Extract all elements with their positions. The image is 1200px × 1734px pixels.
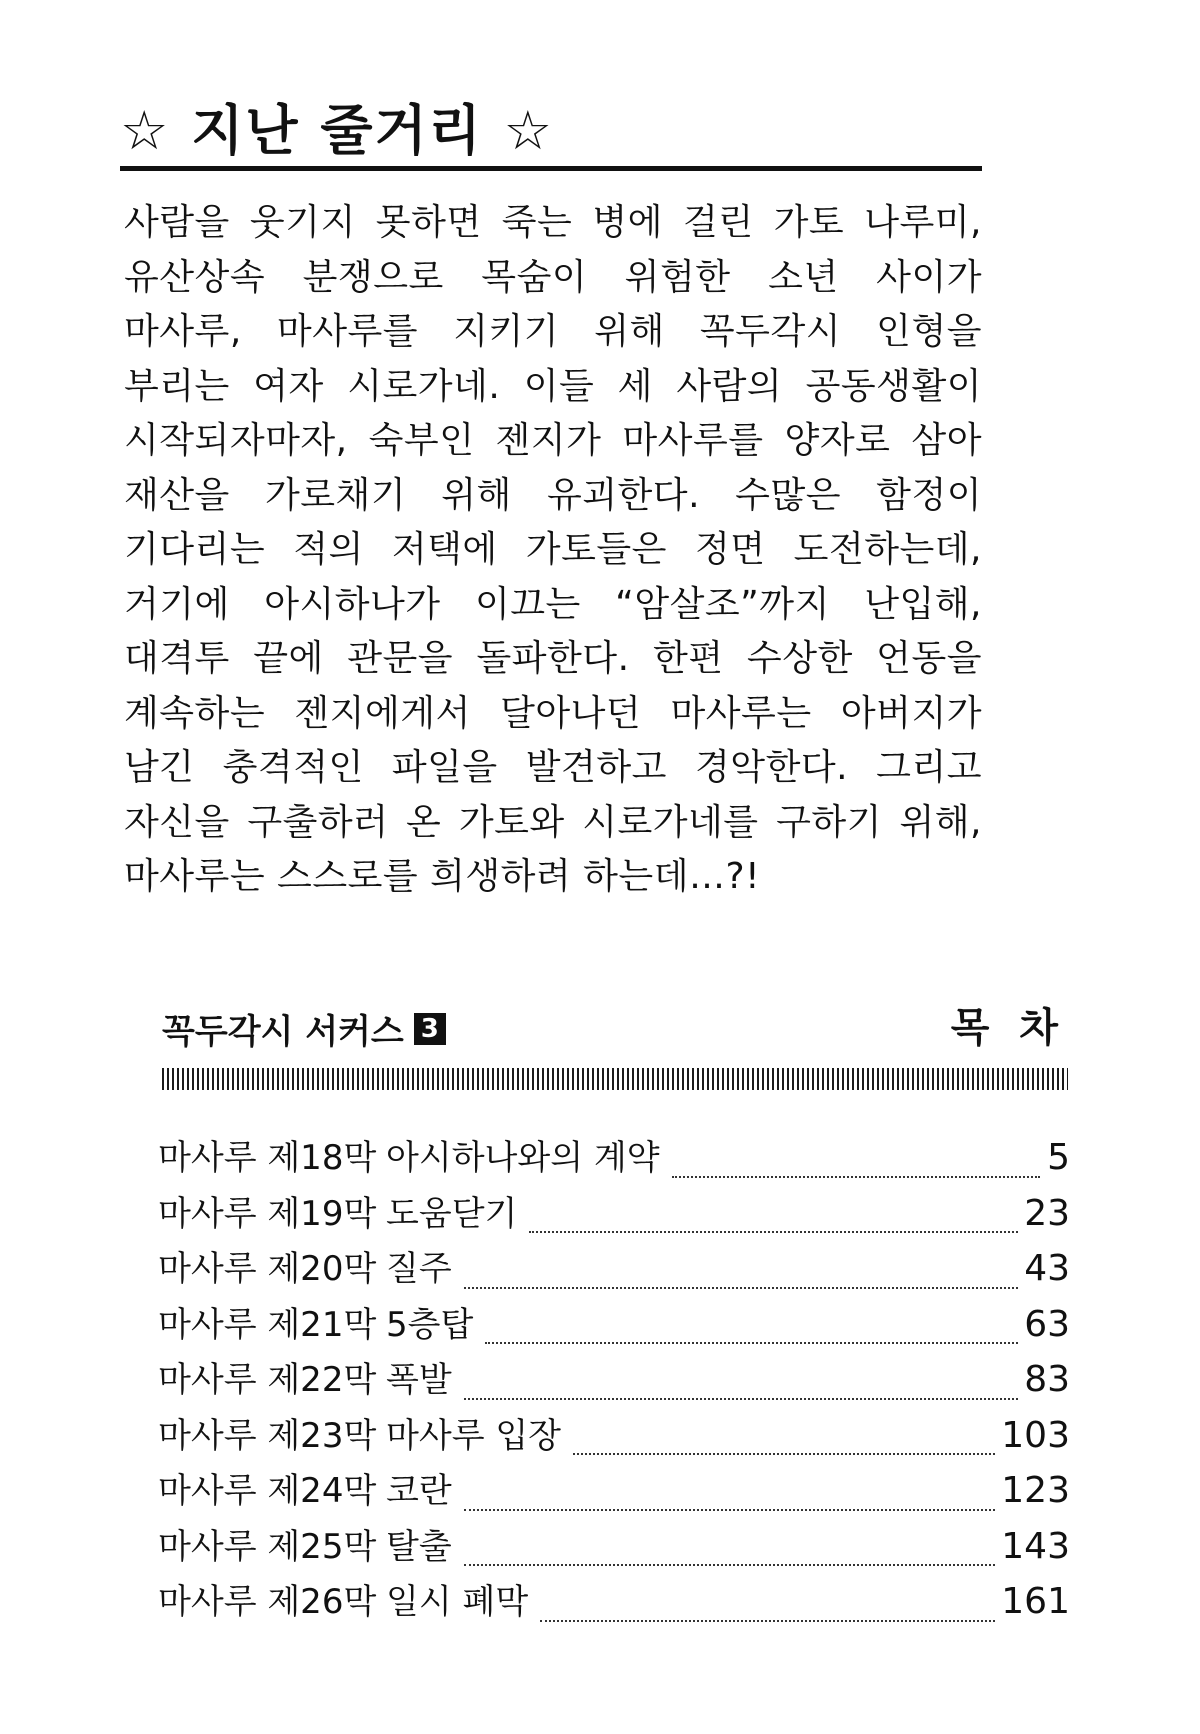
toc-entry[interactable] <box>158 1130 1070 1186</box>
toc-entry[interactable] <box>158 1352 1070 1408</box>
toc-leader-dots <box>464 1563 996 1566</box>
toc-entry-page: 83 <box>1024 1359 1070 1400</box>
toc-heading: 목 차 <box>950 1005 1066 1051</box>
toc-series-title <box>162 1004 446 1053</box>
toc-entry[interactable] <box>158 1297 1070 1353</box>
series-name: 꼭두각시 서커스 <box>162 1012 404 1052</box>
toc-entry-title: 코란 <box>386 1471 452 1511</box>
toc-entry[interactable] <box>158 1463 1070 1519</box>
toc-entry-act: 마사루 제24막 <box>158 1471 377 1511</box>
toc-entry-act: 마사루 제26막 <box>158 1582 377 1622</box>
toc-entry-page: 143 <box>1001 1525 1070 1567</box>
toc-leader-dots <box>573 1452 995 1455</box>
toc-leader-dots <box>485 1341 1018 1344</box>
toc-entry-title: 질주 <box>386 1249 452 1289</box>
toc-entry[interactable] <box>158 1574 1070 1630</box>
toc-ruler-divider <box>162 1068 1068 1090</box>
toc-entry-title: 아시하나와의 계약 <box>386 1138 660 1178</box>
toc-entry-act: 마사루 제25막 <box>158 1526 377 1567</box>
toc-entry-act: 마사루 제22막 <box>158 1360 377 1400</box>
toc-entry[interactable] <box>158 1241 1070 1297</box>
toc-entry-act: 마사루 제21막 <box>158 1304 377 1345</box>
toc-entry-act: 마사루 제20막 <box>158 1249 377 1289</box>
recap-body: 사람을 웃기지 못하면 죽는 병에 걸린 가토 나루미, 유산상속 분쟁으로 목숨이 위험한 소년 사이가 마사루, 마사루를 지키기 위해 꼭두각시 인형을 부리는 여자 시로가네. 이들 세 사람의 공동생활이 시작되자마자, 숙부인 젠지가 마사루를 양자로 삼아 재산을 가로채기 위해 유괴한다. 수많은 함정이 기다리는 적의 저택에 가토들은 정면 도전하는데, 거기에 아시하나가 이끄는 “암살조”까지 난입해, 대격투 끝에 관문을 돌파한다. 한편 수상한 언동을 계속하는 젠지에게서 달아나던 마사루는 아버지가 남긴 충격적인 파일을 발견하고 경악한다. 그리고 자신을 구출하러 온 가토와 시로가네를 구하기 위해, 마사루는 스스로를 희생하려 하는데…?! <box>124 202 982 897</box>
volume-badge: 3 <box>414 1013 446 1045</box>
toc-entry-act: 마사루 제18막 <box>158 1138 377 1178</box>
toc-entry-page: 63 <box>1024 1303 1070 1345</box>
toc-entry-page: 123 <box>1001 1470 1070 1511</box>
toc-entry-page: 23 <box>1024 1192 1070 1234</box>
toc-leader-dots <box>529 1230 1018 1233</box>
toc-entry-page: 161 <box>1001 1581 1070 1622</box>
toc-entry-title: 탈출 <box>386 1526 452 1567</box>
toc-entry-page: 103 <box>1001 1414 1070 1456</box>
toc-leader-dots <box>464 1286 1018 1289</box>
toc-entry[interactable] <box>158 1519 1070 1575</box>
toc-list <box>158 1130 1070 1630</box>
recap-title: ☆ 지난 줄거리 ☆ <box>120 99 555 162</box>
toc-entry-act: 마사루 제23막 <box>158 1415 377 1456</box>
toc-entry-title: 폭발 <box>386 1360 452 1400</box>
toc-entry[interactable] <box>158 1186 1070 1242</box>
toc-leader-dots <box>672 1175 1040 1178</box>
toc-entry-title: 5층탑 <box>386 1304 474 1345</box>
toc-leader-dots <box>464 1508 996 1511</box>
toc-entry-act: 마사루 제19막 <box>158 1193 377 1234</box>
recap-divider <box>120 166 982 171</box>
toc-leader-dots <box>540 1619 995 1622</box>
toc-entry-title: 일시 폐막 <box>386 1582 529 1622</box>
toc-entry-page: 43 <box>1024 1248 1070 1289</box>
toc-entry-page: 5 <box>1047 1137 1070 1178</box>
toc-entry-title: 마사루 입장 <box>386 1415 562 1456</box>
toc-entry[interactable] <box>158 1408 1070 1464</box>
toc-entry-title: 도움닫기 <box>386 1193 518 1234</box>
toc-leader-dots <box>464 1397 1018 1400</box>
